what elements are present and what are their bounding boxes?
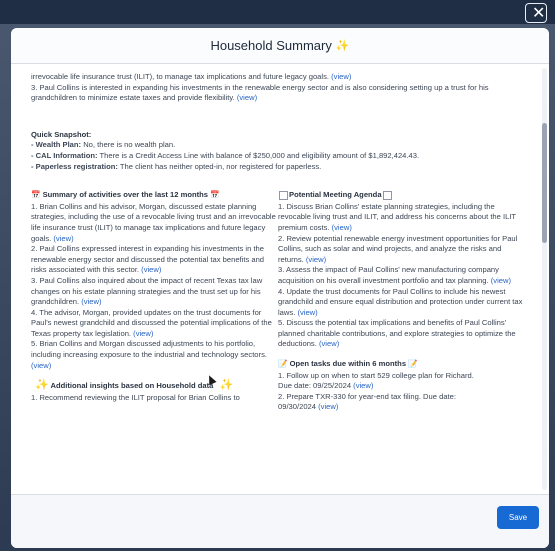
view-link[interactable]: (view) xyxy=(353,381,374,391)
memo-icon: 📝 xyxy=(278,359,288,369)
view-link[interactable]: (view) xyxy=(133,328,154,338)
activities-column xyxy=(31,190,278,413)
view-link[interactable]: (view) xyxy=(331,72,352,81)
sparkle-icon: ✨ xyxy=(35,379,49,392)
view-link[interactable]: (view) xyxy=(141,265,162,275)
task-due: Due date: 09/25/2024 xyxy=(278,381,352,391)
agenda-column xyxy=(278,190,525,413)
view-link[interactable]: (view) xyxy=(236,93,258,103)
tasks-heading xyxy=(278,359,525,370)
activity-item xyxy=(31,339,278,371)
snapshot-label: - Paperless registration: xyxy=(31,161,118,171)
view-link[interactable]: (view) xyxy=(490,275,512,285)
save-button[interactable]: Save xyxy=(497,506,539,529)
two-column-section xyxy=(31,190,525,413)
view-link[interactable]: (view) xyxy=(318,339,340,349)
activities-heading xyxy=(31,190,278,201)
activity-item xyxy=(31,202,278,244)
activity-item xyxy=(31,308,278,340)
agenda-text: 5. Discuss the potential tax implications and benefits of Paul Collins' planned charitable contributions, and explore strategies to optimize the deductions. xyxy=(278,318,516,349)
agenda-item xyxy=(278,265,525,286)
snapshot-title: Quick Snapshot: xyxy=(31,129,92,139)
task-item xyxy=(278,371,525,392)
sparkle-icon: ✨ xyxy=(219,379,234,392)
insights-title: Additional insights based on Household data xyxy=(50,381,214,391)
intro-line-2 xyxy=(31,83,525,104)
view-link[interactable]: (view) xyxy=(318,402,339,412)
scrollbar-thumb[interactable] xyxy=(542,123,547,243)
snapshot-text: No, there is no wealth plan. xyxy=(83,140,176,150)
modal-header xyxy=(11,28,549,64)
agenda-item xyxy=(278,287,525,319)
agenda-text: 1. Discuss Brian Collins' estate planning strategies, including the revocable living trust and ILIT, and address his concerns about the ILIT premium costs. xyxy=(278,201,516,232)
activities-title: Summary of activities over the last 12 months xyxy=(42,190,209,200)
agenda-text: 2. Review potential renewable energy investment opportunities for Paul Collins, such as solar and wind projects, and analyze the risks and returns. xyxy=(278,233,518,264)
insights-heading xyxy=(31,380,278,392)
activity-text: 3. Paul Collins also inquired about the impact of recent Texas tax law changes on his estate planning strategies and the trust set up for his grandchildren. xyxy=(31,275,263,307)
task-due: 09/30/2024 xyxy=(278,402,317,412)
tasks-title: Open tasks due within 6 months xyxy=(289,359,407,369)
snapshot-label: - CAL Information: xyxy=(31,150,98,160)
agenda-item xyxy=(278,202,525,234)
activity-text: 2. Paul Collins expressed interest in expanding his investments in the renewable energy sector and discussed the potential tax benefits and risks associated with this sector. xyxy=(31,244,265,275)
snapshot-text: There is a Credit Access Line with balance of $250,000 and eligibility amount of $1,892,424.43. xyxy=(99,150,420,160)
insight-item: 1. Recommend reviewing the ILIT proposal for Brian Collins to xyxy=(31,392,240,402)
checkbox-icon xyxy=(383,191,392,200)
snapshot-item xyxy=(31,162,525,173)
close-modal-button[interactable]: ✕ xyxy=(525,3,547,23)
activity-item xyxy=(31,244,278,276)
snapshot-item xyxy=(31,140,525,151)
task-text: 1. Follow up on when to start 529 college plan for Richard. xyxy=(278,370,474,380)
agenda-text: 3. Assess the impact of Paul Collins' new manufacturing company acquisition on his overall investment portfolio and tax planning. xyxy=(278,265,499,285)
task-text: 2. Prepare TXR-330 for year-end tax filing. Due date: xyxy=(278,391,456,401)
agenda-heading xyxy=(278,190,525,201)
snapshot-item xyxy=(31,151,525,162)
view-link[interactable]: (view) xyxy=(31,360,52,370)
background-app-bar xyxy=(0,0,555,24)
modal-footer xyxy=(11,494,549,548)
agenda-item xyxy=(278,318,525,350)
view-link[interactable]: (view) xyxy=(297,307,318,317)
task-item xyxy=(278,392,525,413)
view-link[interactable]: (view) xyxy=(53,233,74,243)
checkbox-icon xyxy=(279,191,288,200)
agenda-item xyxy=(278,234,525,266)
summary-content xyxy=(11,64,539,495)
agenda-title: Potential Meeting Agenda xyxy=(289,190,382,200)
sparkle-icon: ✨ xyxy=(335,40,350,52)
memo-icon: 📝 xyxy=(408,359,418,369)
modal-title: Household Summary xyxy=(210,38,332,53)
household-summary-modal xyxy=(11,28,549,548)
calendar-icon: 📅 xyxy=(31,190,41,200)
view-link[interactable]: (view) xyxy=(81,297,102,307)
intro-line-1-text: irrevocable life insurance trust (ILIT), to manage tax implications and future legacy goals. xyxy=(31,72,329,81)
calendar-icon: 📅 xyxy=(210,190,220,200)
agenda-text: 4. Update the trust documents for Paul Collins to include his newest grandchild and ensure equal distribution and protection under current tax laws. xyxy=(278,286,523,317)
intro-line-1 xyxy=(31,72,525,83)
activity-text: 4. The advisor, Morgan, provided updates on the trust documents for Paul's newest grandchild and discussed the potential implications of the Texas property tax legislation. xyxy=(31,307,272,338)
snapshot-label: - Wealth Plan: xyxy=(31,140,82,150)
snapshot-text: The client has neither opted-in, nor registered for paperless. xyxy=(119,161,322,171)
view-link[interactable]: (view) xyxy=(331,222,352,232)
activity-text: 5. Brian Collins and Morgan discussed adjustments to his portfolio, including increasing exposure to the industrial and technology sectors. xyxy=(31,339,267,360)
view-link[interactable]: (view) xyxy=(305,254,327,264)
activity-item xyxy=(31,276,278,308)
intro-line-2-text: 3. Paul Collins is interested in expanding his investments in the renewable energy sector and is also considering setting up a trust for his grandchildren to minimize estate taxes and provide flexibility. xyxy=(31,82,489,103)
activity-text: 1. Brian Collins and his advisor, Morgan, discussed estate planning strategies, including the use of a revocable living trust and an irrevocable life insurance trust (ILIT) to manage tax implications and future legacy goals. xyxy=(31,201,276,243)
